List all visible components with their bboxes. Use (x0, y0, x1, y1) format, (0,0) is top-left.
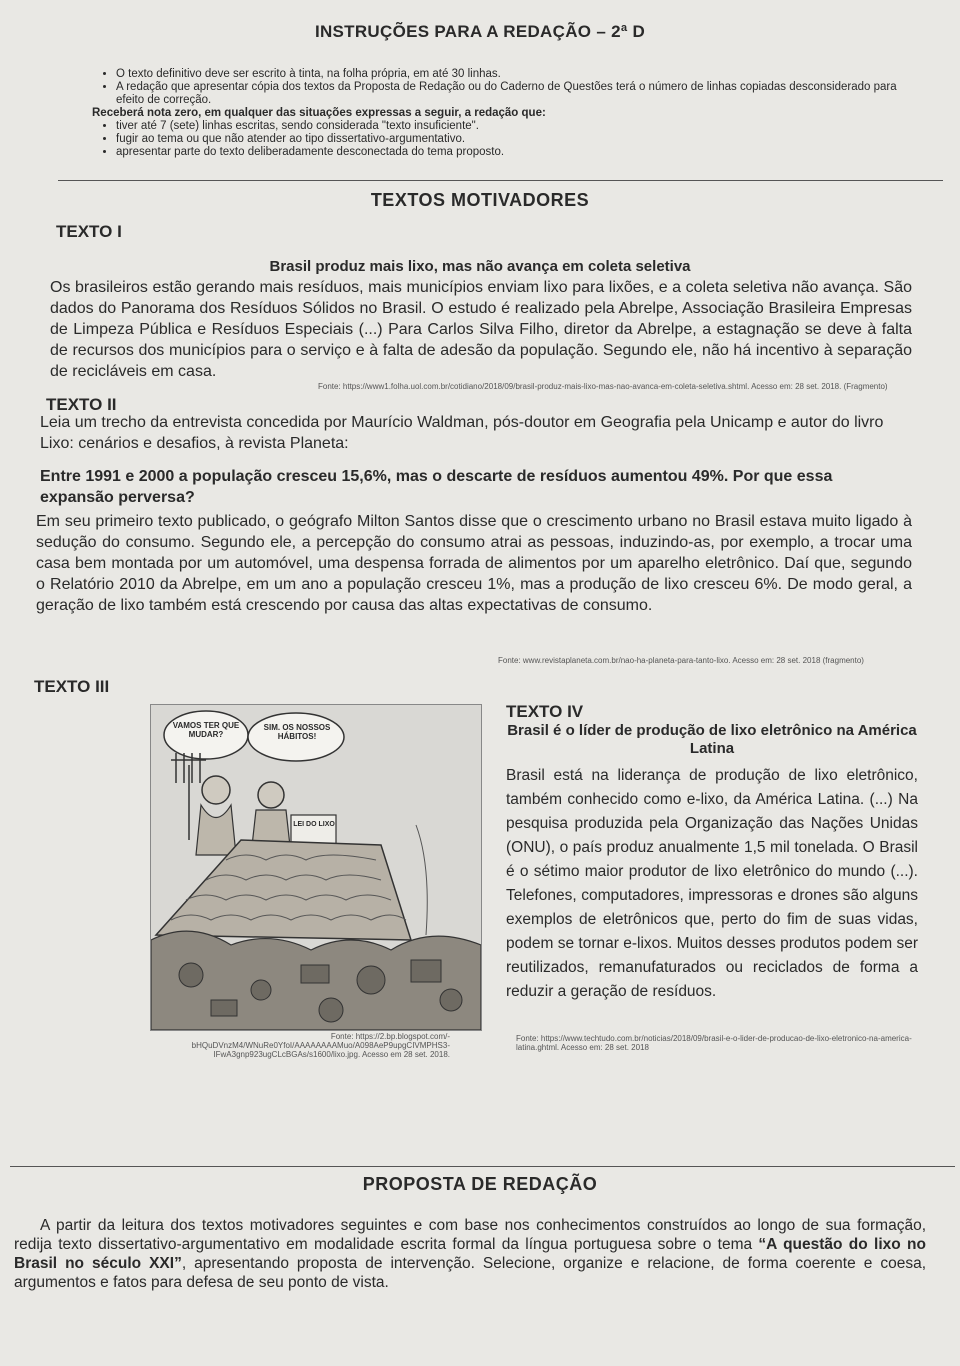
proposal-intro: A partir da leitura dos textos motivadores seguintes e com base nos conhecimentos construídos ao longo de sua formação, redija texto dissertativo-argumentativo em modalidade escrita formal da língua portuguesa sobre o tema (14, 1217, 926, 1253)
cartoon-drawing (151, 705, 481, 1030)
sign-text: LEI DO LIXO (293, 821, 335, 828)
instruction-item: • A redação que apresentar cópia dos textos da Proposta de Redação ou do Caderno de Questões terá o número de linhas copiadas desconsiderado para efeito de correção. (116, 81, 912, 107)
instructions (92, 68, 912, 159)
proposal-text (14, 1216, 926, 1292)
zero-item: • apresentar parte do texto deliberadamente desconectada do tema proposto. (116, 146, 912, 159)
page-title: INSTRUÇÕES PARA A REDAÇÃO – 2ª D (314, 22, 646, 41)
divider (10, 1166, 955, 1167)
texto1-label: TEXTO I (56, 222, 122, 241)
bubble-left-text: VAMOS TER QUE MUDAR? (172, 721, 240, 739)
cartoon-illustration (150, 704, 482, 1031)
zero-grade-heading: Receberá nota zero, em qualquer das situações expressas a seguir, a redação que: (92, 107, 546, 119)
texto2-source: Fonte: www.revistaplaneta.com.br/nao-ha-planeta-para-tanto-lixo. Acesso em: 28 set. 2018 (fragmento) (498, 656, 864, 665)
texto4-block (506, 702, 918, 1004)
texto4-source: Fonte: https://www.techtudo.com.br/noticias/2018/09/brasil-e-o-lider-de-producao-de-lixo-eletronico-na-america-latina.ghtml. Acesso em: 28 set. 2018 (516, 1034, 912, 1052)
texto4-label: TEXTO IV (506, 702, 584, 721)
proposal-theme: “A questão do lixo no Brasil no século XXI” (14, 1236, 926, 1272)
texto3-label: TEXTO III (34, 677, 110, 696)
man-figure (258, 782, 284, 808)
proposal-outro: , apresentando proposta de intervenção. Selecione, organize e relacione, de forma coerente e coesa, argumentos e fatos para defesa de seu ponto de vista. (14, 1255, 926, 1291)
motivators-title: TEXTOS MOTIVADORES (370, 190, 590, 210)
texto1-body: Os brasileiros estão gerando mais resíduos, mais municípios enviam lixo para lixões, e a coleta seletiva não avança. São dados do Panorama dos Resíduos Sólidos no Brasil. O estudo é realizado pela Abrelpe, Associação Brasileira Empresas de Limpeza Pública e Resíduos Especiais (...) Para Carlos Silva Filho, diretor da Abrelpe, a estagnação se deve à falta de recursos dos municípios para o serviço e à falta de adesão da população. Segundo ele, não há incentivo à separação de recicláveis em casa. (50, 279, 912, 380)
zero-item: • fugir ao tema ou que não atender ao tipo dissertativo-argumentativo. (116, 133, 912, 146)
texto2-label: TEXTO II (46, 395, 117, 414)
divider (58, 180, 943, 181)
texto4-body: Brasil está na liderança de produção de lixo eletrônico, também conhecido como e-lixo, da América Latina. (...) Na pesquisa produzida pela Organização das Nações Unidas (ONU), o país produz anualmente 1,5 mil tonelada. O Brasil é o sétimo maior produtor de lixo eletrônico do mundo (...). Telefones, computadores, impressoras e drones são alguns exemplos de eletrônicos que, perto do fim de suas vidas, podem se tornar e-lixos. Muitos desses produtos podem ser reutilizados, remanufaturados ou reciclados de forma a reduzir a geração de resíduos. (506, 767, 918, 1000)
texto2-intro: Leia um trecho da entrevista concedida por Maurício Waldman, pós-doutor em Geografia pela Unicamp e autor do livro Lixo: cenários e desafios, à revista Planeta: (40, 414, 884, 452)
instruction-item: • O texto definitivo deve ser escrito à tinta, na folha própria, em até 30 linhas. (116, 68, 912, 81)
texto2-question: Entre 1991 e 2000 a população cresceu 15,6%, mas o descarte de resíduos aumentou 49%. Por que essa expansão perversa? (40, 468, 833, 506)
proposal-title: PROPOSTA DE REDAÇÃO (362, 1174, 598, 1194)
texto1-headline: Brasil produz mais lixo, mas não avança em coleta seletiva (269, 258, 691, 275)
zero-item: • tiver até 7 (sete) linhas escritas, sendo considerada "texto insuficiente". (116, 120, 912, 133)
woman-figure (202, 776, 230, 804)
texto3-source: Fonte: https://2.bp.blogspot.com/-bHQuDVnzM4/WNuRe0YfoI/AAAAAAAAMuo/A098AeP9upgCIVMPHS3-IFwA3gnp923ugCLcBGAs/s1600/lixo.jpg. Acesso em 28 set. 2018. (191, 1032, 450, 1059)
texto4-headline: Brasil é o líder de produção de lixo eletrônico na América Latina (507, 722, 917, 757)
texto1-source: Fonte: https://www1.folha.uol.com.br/cotidiano/2018/09/brasil-produz-mais-lixo-mas-nao-avanca-em-coleta-seletiva.shtml. Acesso em: 28 set. 2018. (Fragmento) (318, 382, 888, 391)
bubble-right-text: SIM. OS NOSSOS HÁBITOS! (263, 723, 331, 741)
texto2-body: Em seu primeiro texto publicado, o geógrafo Milton Santos disse que o crescimento urbano no Brasil estava muito ligado à sedução do consumo. Segundo ele, a percepção do consumo atrai as pessoas, induzindo-as, por exemplo, a trocar uma casa bem montada por um automóvel, uma despensa forrada de alimentos por um aparelho eletrônico. Daí que, segundo o Relatório 2010 da Abrelpe, em um ano a população cresceu 1%, mas a produção de lixo cresceu 6%. De modo geral, a geração de lixo também está crescendo por causa das altas expectativas de consumo. (36, 513, 912, 614)
